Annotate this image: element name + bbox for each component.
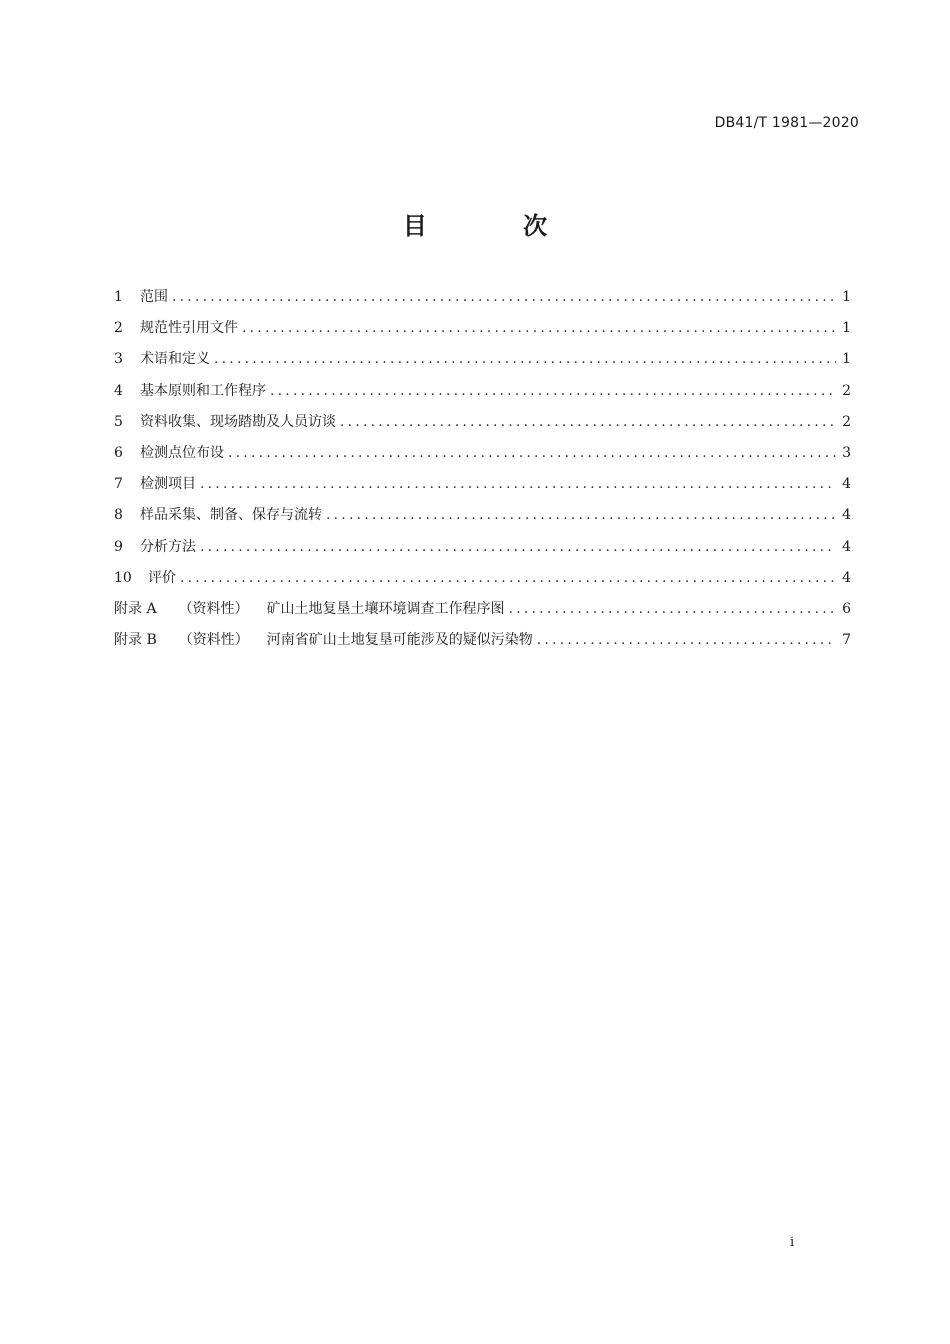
toc-entry-label: 分析方法	[140, 538, 196, 555]
toc-entry[interactable]	[114, 443, 851, 474]
toc-entry-number: 6	[114, 444, 123, 461]
toc-entry-page: 1	[842, 320, 851, 337]
toc-dot-leader	[200, 537, 836, 557]
toc-dot-leader	[228, 443, 836, 463]
toc-title: 目 次	[402, 212, 592, 240]
toc-entry-number: 2	[114, 320, 123, 337]
toc-entry-page: 4	[842, 538, 851, 555]
toc-entry-number: 8	[114, 507, 123, 524]
toc-entry[interactable]	[114, 349, 851, 380]
toc-dot-leader	[200, 474, 836, 494]
toc-entry-appendix-b[interactable]	[114, 630, 851, 661]
toc-entry-page: 6	[842, 600, 851, 617]
toc-dot-leader	[214, 349, 836, 369]
toc-entry-number: 5	[114, 413, 123, 430]
toc-entry[interactable]	[114, 287, 851, 318]
toc-entry[interactable]	[114, 381, 851, 412]
toc-entry-label: 矿山土地复垦土壤环境调查工作程序图	[266, 600, 505, 617]
toc-entry-tag: （资料性）	[178, 632, 249, 649]
toc-entry[interactable]	[114, 537, 851, 568]
toc-entry-label: 基本原则和工作程序	[140, 382, 266, 399]
toc-dot-leader	[172, 287, 836, 307]
toc-entry-label: 河南省矿山土地复垦可能涉及的疑似污染物	[266, 632, 533, 649]
toc-dot-leader	[242, 318, 836, 338]
toc-dot-leader	[270, 381, 836, 401]
toc-entry[interactable]	[114, 412, 851, 443]
toc-entry-page: 7	[842, 632, 851, 649]
toc-entry-page: 3	[842, 444, 851, 461]
toc-entry-page: 2	[842, 382, 851, 399]
toc-entry-page: 2	[842, 413, 851, 430]
toc-entry[interactable]	[114, 568, 851, 599]
toc-entry-label: 样品采集、制备、保存与流转	[140, 507, 322, 524]
toc-entry-number: 附录 B	[114, 632, 157, 649]
toc-entry-tag: （资料性）	[178, 600, 249, 617]
toc-entry-page: 4	[842, 569, 851, 586]
toc-entry-label: 检测点位布设	[140, 444, 224, 461]
toc-dot-leader	[340, 412, 836, 432]
toc-entry-number: 7	[114, 476, 123, 493]
toc-entry-label: 资料收集、现场踏勘及人员访谈	[140, 413, 336, 430]
toc-entry-label: 评价	[148, 569, 176, 586]
toc-entry-appendix-a[interactable]	[114, 599, 851, 630]
toc-list	[114, 287, 851, 661]
toc-dot-leader	[537, 630, 836, 650]
toc-entry-page: 1	[842, 351, 851, 368]
toc-entry-label: 范围	[140, 289, 168, 305]
toc-entry-number: 1	[114, 289, 123, 305]
toc-entry-label: 术语和定义	[140, 351, 210, 368]
toc-dot-leader	[509, 599, 837, 619]
toc-entry[interactable]	[114, 505, 851, 536]
toc-entry[interactable]	[114, 318, 851, 349]
toc-entry-number: 附录 A	[114, 600, 157, 617]
page-number: i	[790, 1235, 795, 1250]
toc-entry-label: 规范性引用文件	[140, 320, 238, 337]
toc-entry-page: 1	[842, 289, 851, 305]
toc-dot-leader	[180, 568, 836, 588]
document-code: DB41/T 1981—2020	[714, 115, 859, 131]
toc-entry-page: 4	[842, 507, 851, 524]
toc-entry-number: 4	[114, 382, 123, 399]
toc-entry-page: 4	[842, 476, 851, 493]
toc-dot-leader	[326, 505, 836, 525]
toc-entry[interactable]	[114, 474, 851, 505]
toc-entry-label: 检测项目	[140, 476, 196, 493]
toc-entry-number: 10	[114, 569, 132, 586]
toc-entry-number: 9	[114, 538, 123, 555]
toc-entry-number: 3	[114, 351, 123, 368]
